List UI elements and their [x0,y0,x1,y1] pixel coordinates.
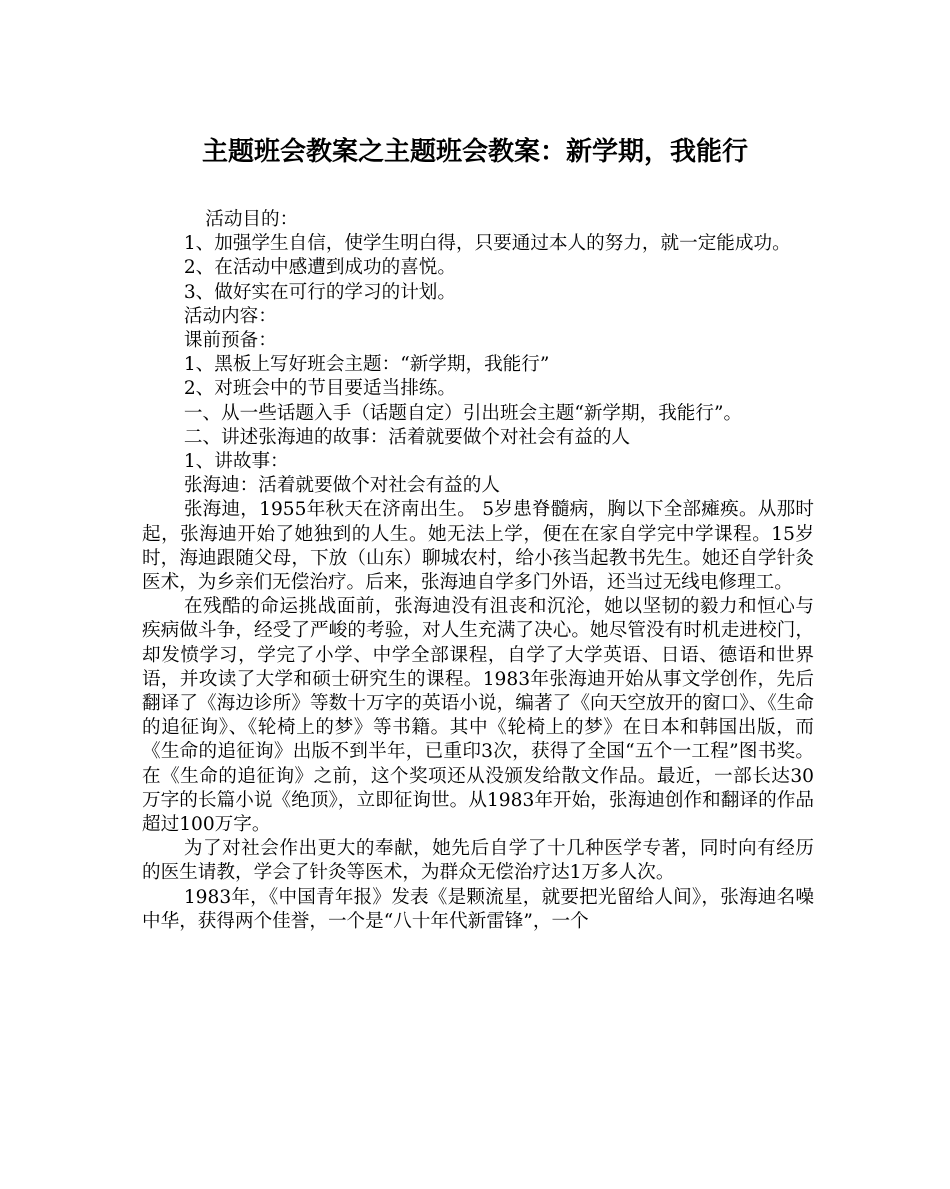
paragraph: 2、在活动中感遭到成功的喜悦。 [183,257,456,279]
paragraph: 2、对班会中的节目要适当排练。 [183,378,456,400]
paragraph: 1、讲故事： [183,451,289,473]
paragraph: 张海迪，1955年秋天在济南出生。 5岁患脊髓病，胸以下全部瘫痪。从那时起，张海迪开始了她独到的人生。她无法上学，便在在家自学完中学课程。15岁时，海迪跟随父母，下放（山东）聊城农村，给小孩当起教书先生。她还自学针灸医术，为乡亲们无偿治疗。后来，张海迪自学多门外语，还当过无线电修理工。 [142,499,814,594]
document-body [142,208,814,934]
paragraph: 1、黑板上写好班会主题：“新学期，我能行” [183,354,550,376]
paragraph: 在残酷的命运挑战面前，张海迪没有沮丧和沉沦，她以坚韧的毅力和恒心与疾病做斗争，经受了严峻的考验，对人生充满了决心。她尽管没有时机走进校门，却发愤学习，学完了小学、中学全部课程，自学了大学英语、日语、德语和世界语，并攻读了大学和硕士研究生的课程。1983年张海迪开始从事文学创作，先后翻译了《海边诊所》等数十万字的英语小说，编著了《向天空放开的窗口》、《生命的追征询》、《轮椅上的梦》等书籍。其中《轮椅上的梦》在日本和韩国出版，而《生命的追征询》出版不到半年，已重印3次，获得了全国“五个一工程”图书奖。在《生命的追征询》之前，这个奖项还从没颁发给散文作品。最近，一部长达30万字的长篇小说《绝顶》，立即征询世。从1983年开始，张海迪创作和翻译的作品超过100万字。 [142,596,814,836]
paragraph: 张海迪：活着就要做个对社会有益的人 [183,475,500,497]
paragraph: 1983年，《中国青年报》发表《是颗流星，就要把光留给人间》，张海迪名噪中华，获得两个佳誉，一个是“八十年代新雷锋”，一个 [142,886,814,932]
paragraph: 课前预备： [183,330,277,352]
document-title: 主题班会教案之主题班会教案：新学期，我能行 [201,137,748,167]
paragraph: 一、从一些话题入手（话题自定）引出班会主题“新学期，我能行”。 [183,402,743,424]
paragraph: 1、加强学生自信，使学生明白得，只要通过本人的努力，就一定能成功。 [183,233,791,255]
paragraph: 3、做好实在可行的学习的计划。 [183,281,456,303]
paragraph: 二、讲述张海迪的故事：活着就要做个对社会有益的人 [183,426,631,448]
paragraph: 活动目的： [205,209,299,230]
paragraph: 活动内容： [183,305,277,327]
paragraph: 为了对社会作出更大的奉献，她先后自学了十几种医学专著，同时向有经历的医生请教，学会了针灸等医术，为群众无偿治疗达1万多人次。 [142,838,814,884]
